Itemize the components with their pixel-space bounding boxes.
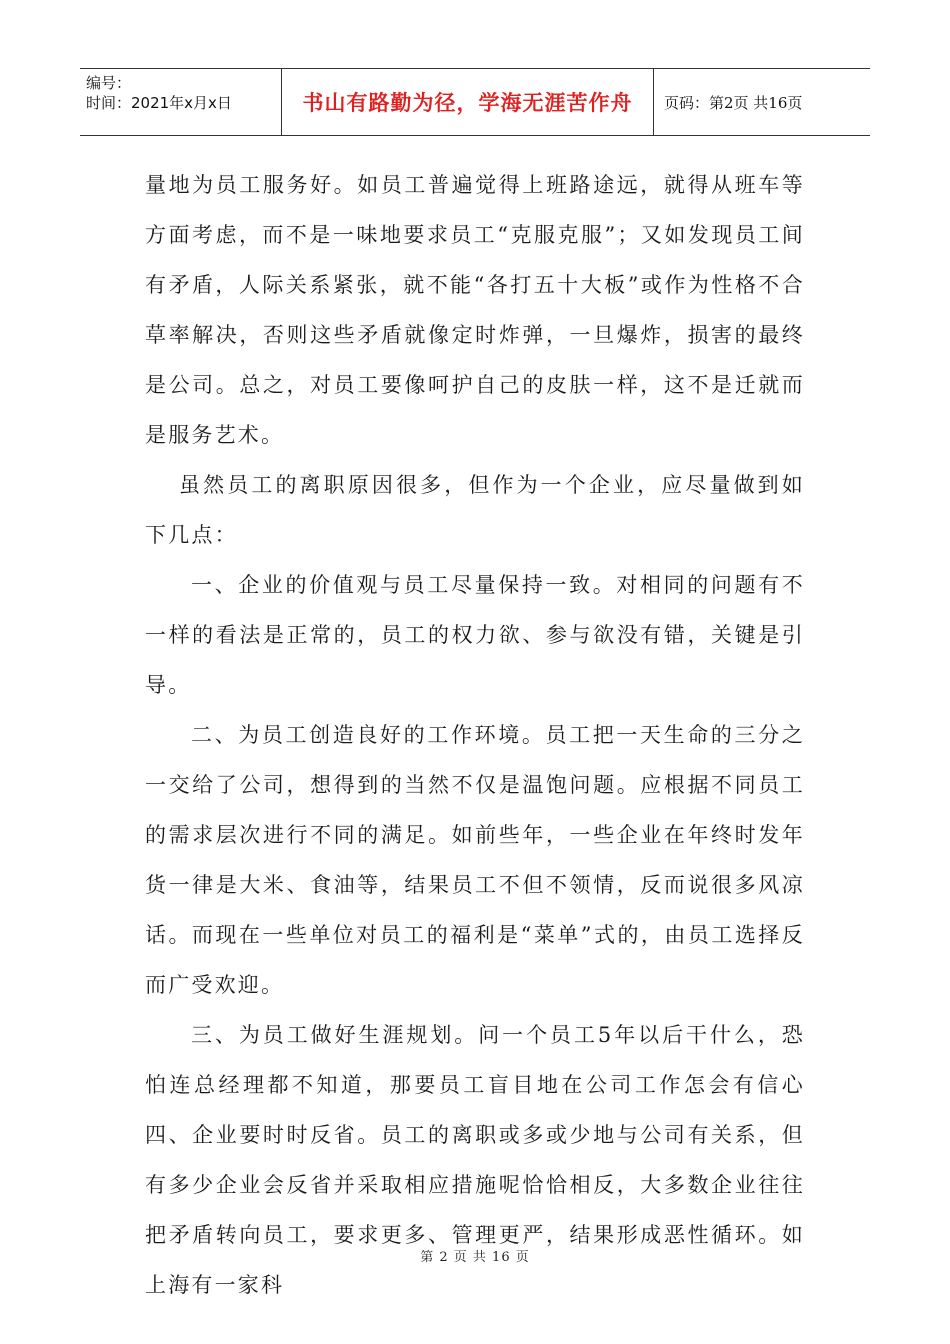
document-body [145, 160, 805, 1310]
header-meta-cell [80, 69, 282, 135]
header-motto: 书山有路勤为径，学海无涯苦作舟 [282, 69, 654, 135]
page-header [80, 68, 870, 136]
page-footer: 第 2 页 共 16 页 [420, 1250, 530, 1265]
paragraph-2: 虽然员工的离职原因很多，但作为一个企业，应尽量做到如下几点： [145, 473, 805, 547]
paragraph-4: 二、为员工创造良好的工作环境。员工把一天生命的三分之一交给了公司，想得到的当然不仅是温饱问题。应根据不同员工的需求层次进行不同的满足。如前些年，一些企业在年终时发年货一律是大米、食油等，结果员工不但不领情，反而说很多风凉话。而现在一些单位对员工的福利是“菜单”式的，由员工选择反而广受欢迎。 [145, 723, 805, 997]
header-page-code: 页码：第2页 共16页 [664, 93, 803, 112]
serial-number-label: 编号： [86, 74, 132, 92]
date-label: 时间：2021年x月x日 [86, 94, 232, 112]
paragraph-1: 量地为员工服务好。如员工普遍觉得上班路途远，就得从班车等方面考虑，而不是一味地要求员工“克服克服”；又如发现员工间有矛盾，人际关系紧张，就不能“各打五十大板”或作为性格不合草率解决，否则这些矛盾就像定时炸弹，一旦爆炸，损害的最终是公司。总之，对员工要像呵护自己的皮肤一样，这不是迁就而是服务艺术。 [145, 173, 805, 447]
paragraph-3: 一、企业的价值观与员工尽量保持一致。对相同的问题有不一样的看法是正常的，员工的权力欲、参与欲没有错，关键是引导。 [145, 573, 805, 697]
paragraph-5: 三、为员工做好生涯规划。问一个员工5年以后干什么，恐怕连总经理都不知道，那要员工盲目地在公司工作怎会有信心四、企业要时时反省。员工的离职或多或少地与公司有关系，但有多少企业会反省并采取相应措施呢恰恰相反，大多数企业往往把矛盾转向员工，要求更多、管理更严，结果形成恶性循环。如上海有一家科 [145, 1023, 805, 1297]
